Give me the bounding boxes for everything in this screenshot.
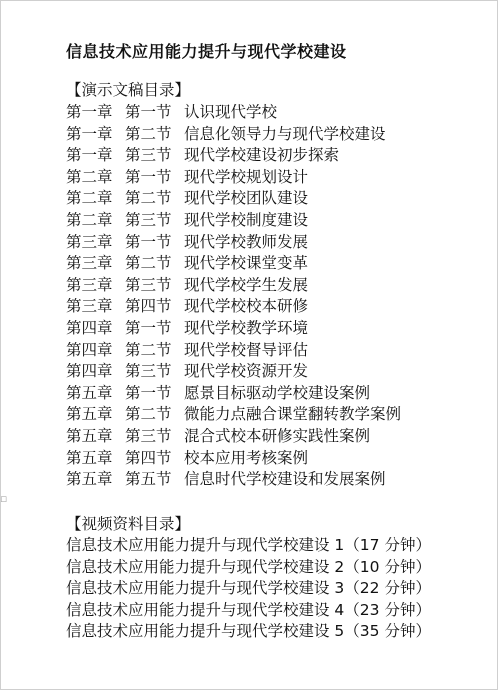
toc-item <box>66 404 401 426</box>
toc-section: 第一节 <box>125 318 172 337</box>
toc-name: 信息化领导力与现代学校建设 <box>184 124 386 143</box>
toc-chapter: 第三章 <box>66 254 113 273</box>
toc-section: 第二节 <box>125 124 172 143</box>
toc-name: 现代学校督导评估 <box>184 340 309 359</box>
toc-section: 第一节 <box>125 103 172 121</box>
toc-name: 现代学校教学环境 <box>184 318 309 337</box>
document-title: 信息技术应用能力提升与现代学校建设 <box>66 42 347 61</box>
toc-section: 第三节 <box>125 275 172 294</box>
toc-chapter: 第五章 <box>66 405 113 424</box>
toc-name: 现代学校校本研修 <box>184 297 309 316</box>
toc-section: 第三节 <box>125 146 172 165</box>
video-heading: 【视频资料目录】 <box>66 515 191 533</box>
toc-name: 微能力点融合课堂翻转教学案例 <box>184 405 402 424</box>
toc-item <box>66 275 401 297</box>
toc-item <box>66 448 401 470</box>
toc-section: 第二节 <box>125 340 172 359</box>
toc-name: 现代学校团队建设 <box>184 189 309 208</box>
toc-chapter: 第一章 <box>66 103 113 121</box>
toc-chapter: 第五章 <box>66 470 113 489</box>
toc-section: 第三节 <box>125 210 172 229</box>
toc-name: 现代学校学生发展 <box>184 275 309 294</box>
video-item: 信息技术应用能力提升与现代学校建设 1（17 分钟） <box>66 536 431 554</box>
toc-chapter: 第五章 <box>66 383 113 402</box>
toc-name: 信息时代学校建设和发展案例 <box>184 470 386 489</box>
toc-section: 第五节 <box>125 470 172 489</box>
toc-chapter: 第四章 <box>66 340 113 359</box>
video-item: 信息技术应用能力提升与现代学校建设 4（23 分钟） <box>66 600 431 619</box>
toc-section: 第二节 <box>125 189 172 208</box>
toc-item <box>66 232 401 254</box>
toc-name: 校本应用考核案例 <box>184 448 309 467</box>
toc-item <box>66 340 401 362</box>
video-item: 信息技术应用能力提升与现代学校建设 3（22 分钟） <box>66 579 431 598</box>
toc-section: 第三节 <box>125 362 172 381</box>
toc-name: 现代学校规划设计 <box>184 167 309 186</box>
toc-name: 现代学校制度建设 <box>184 210 309 229</box>
video-list <box>66 535 431 643</box>
toc-item <box>66 102 401 124</box>
toc-item <box>66 124 401 146</box>
toc-name: 现代学校教师发展 <box>184 232 309 251</box>
toc-chapter: 第四章 <box>66 362 113 381</box>
video-item: 信息技术应用能力提升与现代学校建设 2（10 分钟） <box>66 557 431 576</box>
toc-section: 第二节 <box>125 254 172 273</box>
toc-section: 第四节 <box>125 448 172 467</box>
toc-item <box>66 188 401 210</box>
toc-list <box>66 102 401 491</box>
toc-section: 第二节 <box>125 405 172 424</box>
toc-item <box>66 426 401 448</box>
toc-chapter: 第二章 <box>66 167 113 186</box>
toc-section: 第三节 <box>125 426 172 445</box>
toc-chapter: 第五章 <box>66 426 113 445</box>
video-item: 信息技术应用能力提升与现代学校建设 5（35 分钟） <box>66 622 431 641</box>
toc-chapter: 第五章 <box>66 448 113 467</box>
toc-name: 现代学校课堂变革 <box>184 254 309 273</box>
toc-section: 第一节 <box>125 383 172 402</box>
toc-item <box>66 383 401 405</box>
toc-chapter: 第一章 <box>66 124 113 143</box>
toc-name: 混合式校本研修实践性案例 <box>184 426 371 445</box>
toc-item <box>66 361 401 383</box>
toc-section: 第四节 <box>125 297 172 316</box>
toc-chapter: 第三章 <box>66 275 113 294</box>
toc-chapter: 第二章 <box>66 210 113 229</box>
toc-section: 第一节 <box>125 232 172 251</box>
toc-item <box>66 296 401 318</box>
toc-item <box>66 210 401 232</box>
toc-chapter: 第三章 <box>66 232 113 251</box>
toc-chapter: 第一章 <box>66 146 113 165</box>
toc-section: 第一节 <box>125 167 172 186</box>
toc-item <box>66 145 401 167</box>
toc-name: 现代学校资源开发 <box>184 362 309 381</box>
toc-name: 愿景目标驱动学校建设案例 <box>184 383 371 402</box>
toc-heading: 【演示文稿目录】 <box>66 81 191 99</box>
toc-item <box>66 253 401 275</box>
toc-chapter: 第二章 <box>66 189 113 208</box>
toc-chapter: 第三章 <box>66 297 113 316</box>
toc-chapter: 第四章 <box>66 318 113 337</box>
toc-item <box>66 167 401 189</box>
toc-name: 认识现代学校 <box>184 103 278 121</box>
toc-item <box>66 318 401 340</box>
toc-name: 现代学校建设初步探索 <box>184 146 340 165</box>
paste-options-icon[interactable]: ▫ <box>0 492 8 505</box>
toc-item <box>66 469 401 491</box>
